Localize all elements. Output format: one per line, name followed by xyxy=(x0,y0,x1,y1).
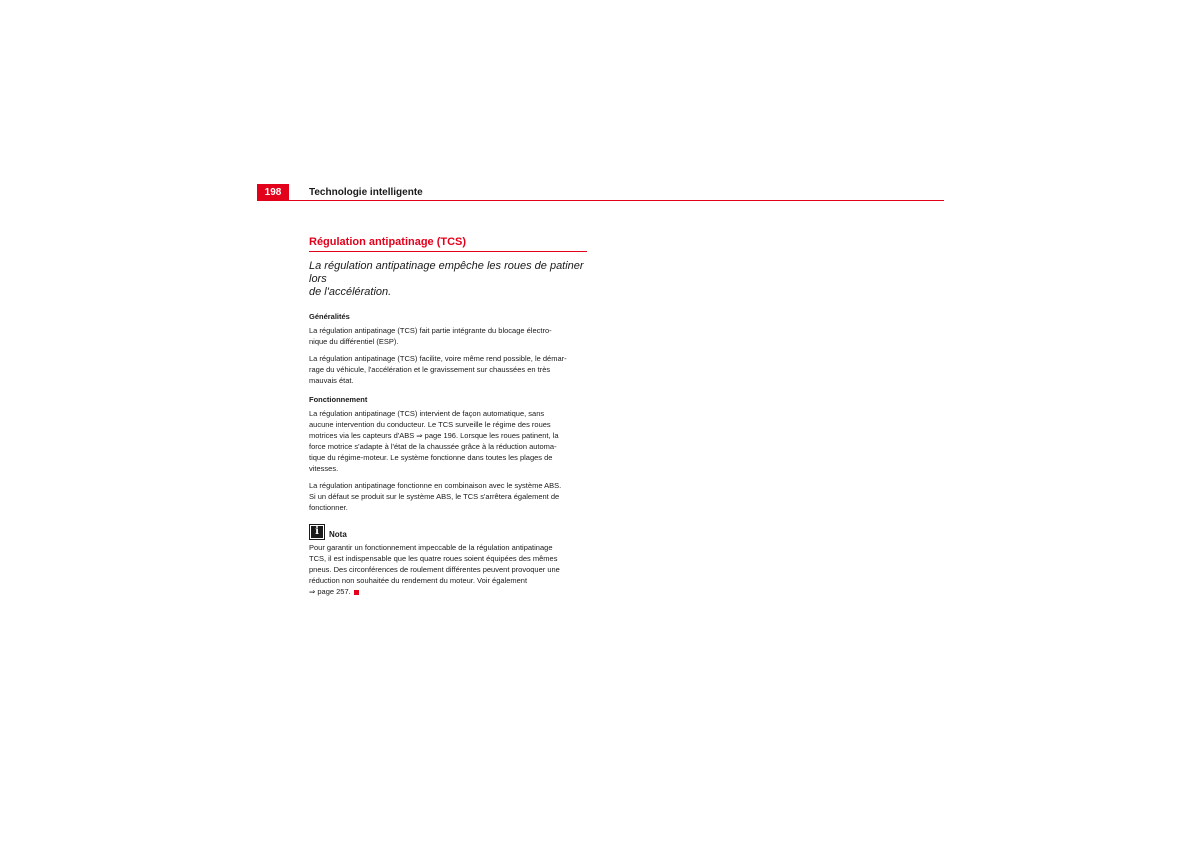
text-line: mauvais état. xyxy=(309,376,354,385)
lead-line: de l'accélération. xyxy=(309,286,392,298)
text-line: nique du différentiel (ESP). xyxy=(309,337,399,346)
paragraph xyxy=(309,480,587,513)
lead-line: La régulation antipatinage empêche les roues de patiner lors xyxy=(309,260,584,285)
text-line: fonctionner. xyxy=(309,503,348,512)
text-line: rage du véhicule, l'accélération et le gravissement sur chaussées en très xyxy=(309,365,551,374)
section-title: Régulation antipatinage (TCS) xyxy=(309,236,587,252)
note-header xyxy=(309,524,587,540)
text-line: motrices via les capteurs d'ABS ⇒ page 196. Lorsque les roues patinent, la xyxy=(309,431,559,440)
text-line: tique du régime-moteur. Le système fonctionne dans toutes les plages de xyxy=(309,453,553,462)
info-icon: i xyxy=(309,524,325,540)
text-line: Si un défaut se produit sur le système ABS, le TCS s'arrêtera également de xyxy=(309,492,560,501)
text-line: force motrice s'adapte à l'état de la chaussée grâce à la réduction automa- xyxy=(309,442,557,451)
text-line: Pour garantir un fonctionnement impeccable de la régulation antipatinage xyxy=(309,543,553,552)
header-rule xyxy=(257,200,944,201)
subheading-generalites: Généralités xyxy=(309,312,350,321)
text-line: aucune intervention du conducteur. Le TCS surveille le régime des roues xyxy=(309,420,551,429)
text-line: pneus. Des circonférences de roulement différentes peuvent provoquer une xyxy=(309,565,560,574)
text-line: vitesses. xyxy=(309,464,339,473)
subheading-fonctionnement: Fonctionnement xyxy=(309,395,368,404)
paragraph xyxy=(309,408,587,474)
lead-paragraph xyxy=(309,260,587,299)
text-line: La régulation antipatinage (TCS) fait partie intégrante du blocage électro- xyxy=(309,326,552,335)
text-line: réduction non souhaitée du rendement du moteur. Voir également xyxy=(309,576,528,585)
running-title: Technologie intelligente xyxy=(309,187,423,198)
text-line: La régulation antipatinage (TCS) intervient de façon automatique, sans xyxy=(309,409,545,418)
text-line xyxy=(309,586,587,597)
paragraph xyxy=(309,353,587,386)
text-line: La régulation antipatinage (TCS) facilite, voire même rend possible, le démar- xyxy=(309,354,567,363)
note-paragraph xyxy=(309,542,587,597)
text-line: TCS, il est indispensable que les quatre roues soient équipées des mêmes xyxy=(309,554,558,563)
content-column xyxy=(309,236,587,603)
note-label: Nota xyxy=(329,530,347,539)
end-of-section-marker xyxy=(354,590,359,595)
text-line: La régulation antipatinage fonctionne en combinaison avec le système ABS. xyxy=(309,481,562,490)
paragraph xyxy=(309,325,587,347)
page-reference: ⇒ page 257. xyxy=(309,587,351,596)
page-number: 198 xyxy=(257,184,289,201)
